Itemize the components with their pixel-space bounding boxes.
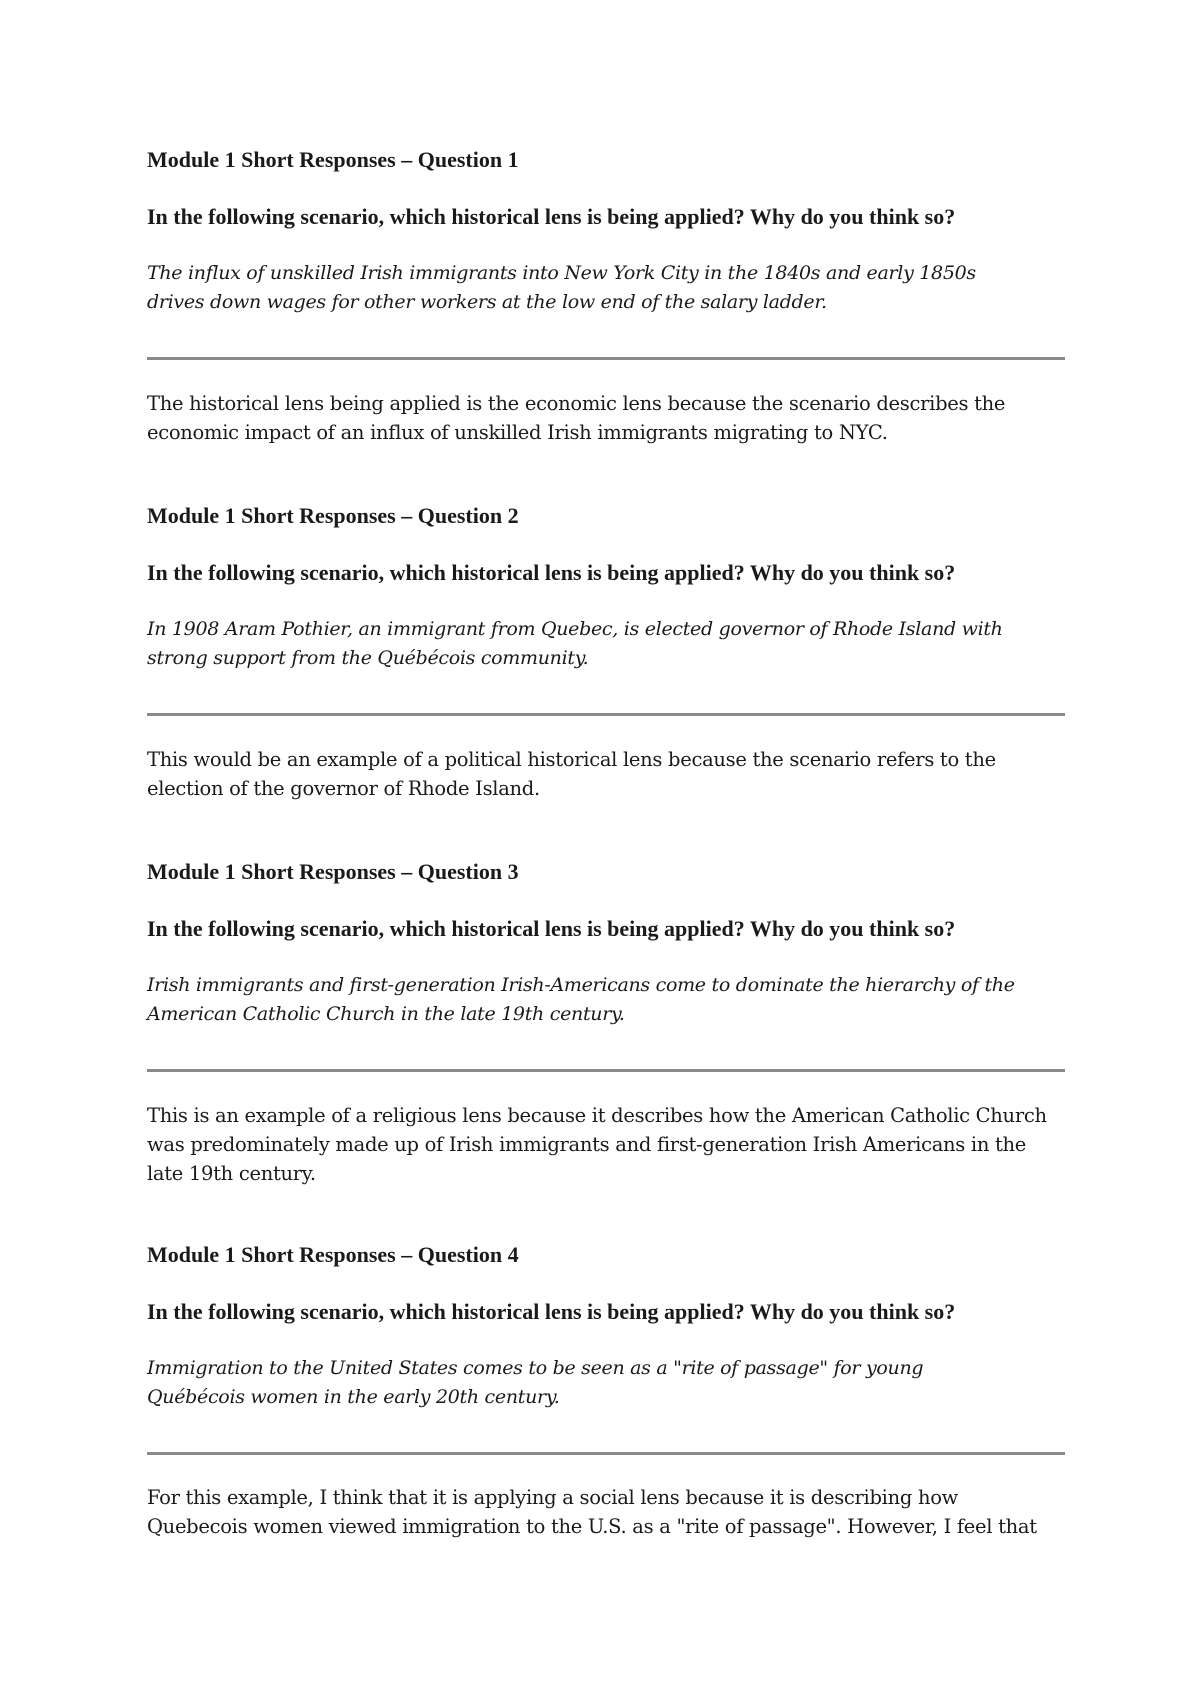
answer-line: Quebecois women viewed immigration to the U.S. as a "rite of passage". However, I feel that [147, 1515, 1037, 1538]
question-prompt: In the following scenario, which historical lens is being applied? Why do you think so? [147, 204, 956, 229]
question-title: Module 1 Short Responses – Question 4 [147, 1242, 519, 1267]
answer-text [147, 1101, 1065, 1188]
answer-divider [147, 1452, 1065, 1455]
question-title: Module 1 Short Responses – Question 1 [147, 147, 519, 172]
answer-line: late 19th century. [147, 1162, 316, 1185]
answer-divider [147, 357, 1065, 360]
question-prompt: In the following scenario, which historical lens is being applied? Why do you think so? [147, 560, 956, 585]
scenario-line: drives down wages for other workers at the low end of the salary ladder. [147, 291, 827, 313]
answer-line: For this example, I think that it is applying a social lens because it is describing how [147, 1486, 959, 1509]
scenario-line: strong support from the Québécois community. [147, 647, 589, 669]
answer-line: was predominately made up of Irish immigrants and first-generation Irish Americans in the [147, 1133, 1027, 1156]
scenario-text [147, 1354, 1065, 1412]
answer-line: economic impact of an influx of unskilled Irish immigrants migrating to NYC. [147, 421, 888, 444]
question-title: Module 1 Short Responses – Question 3 [147, 859, 519, 884]
scenario-line: The influx of unskilled Irish immigrants into New York City in the 1840s and early 1850s [147, 262, 976, 284]
scenario-line: Irish immigrants and first-generation Irish-Americans come to dominate the hierarchy of the [147, 974, 1015, 996]
scenario-line: Québécois women in the early 20th century. [147, 1386, 560, 1408]
answer-divider [147, 1069, 1065, 1072]
answer-text [147, 1483, 1065, 1541]
answer-text [147, 389, 1065, 447]
question-prompt: In the following scenario, which historical lens is being applied? Why do you think so? [147, 1299, 956, 1324]
scenario-text [147, 971, 1065, 1029]
answer-line: This is an example of a religious lens because it describes how the American Catholic Church [147, 1104, 1047, 1127]
answer-divider [147, 713, 1065, 716]
scenario-line: Immigration to the United States comes to be seen as a "rite of passage" for young [147, 1357, 924, 1379]
scenario-line: In 1908 Aram Pothier, an immigrant from Quebec, is elected governor of Rhode Island with [147, 618, 1003, 640]
answer-line: This would be an example of a political historical lens because the scenario refers to the [147, 748, 996, 771]
scenario-text [147, 615, 1065, 673]
question-title: Module 1 Short Responses – Question 2 [147, 503, 519, 528]
answer-text [147, 745, 1065, 803]
answer-line: election of the governor of Rhode Island. [147, 777, 540, 800]
answer-line: The historical lens being applied is the economic lens because the scenario describes the [147, 392, 1006, 415]
question-prompt: In the following scenario, which historical lens is being applied? Why do you think so? [147, 916, 956, 941]
scenario-text [147, 259, 1065, 317]
scenario-line: American Catholic Church in the late 19th century. [147, 1003, 625, 1025]
